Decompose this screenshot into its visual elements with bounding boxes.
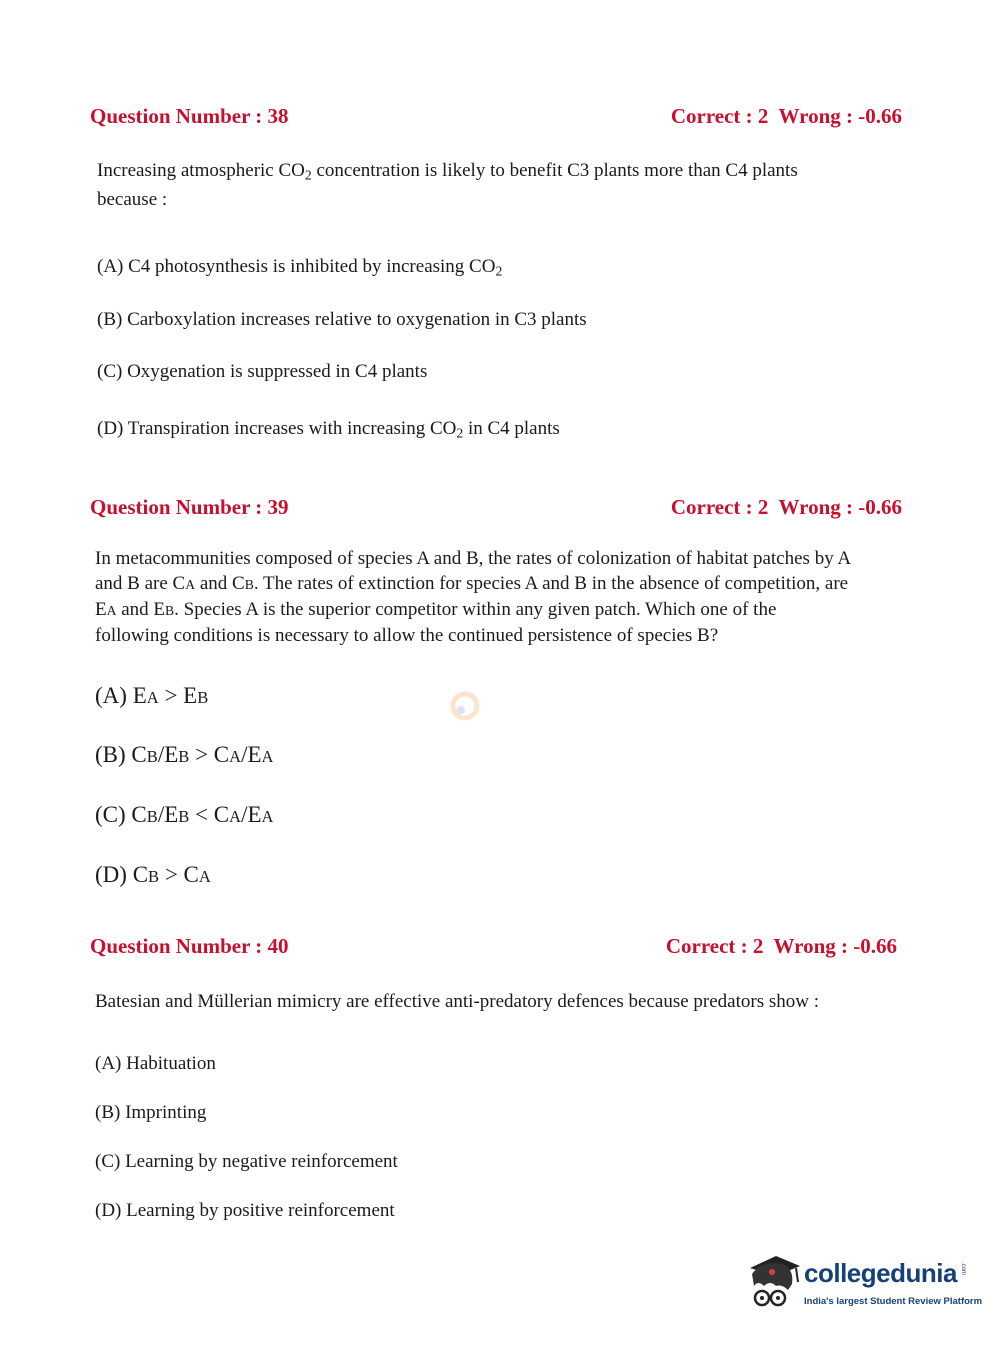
question-38-stem: Increasing atmospheric $CO_2$ concentration is likely to benefit C3 plants more than C4 plants because : [97,160,798,211]
option-c[interactable]: (C) Oxygenation is suppressed in C4 plants [97,361,428,382]
marking-scheme: Correct : 2 Wrong : -0.66 [670,104,902,128]
option-c[interactable]: (C) CB/EB < CA/EA [95,802,274,827]
marking-scheme: Correct : 2 Wrong : -0.66 [665,934,897,958]
question-number: Question Number : 38 [90,104,289,128]
option-b[interactable]: (B) CB/EB > CA/EA [95,742,274,767]
option-d[interactable]: (D) Transpiration increases with increasing $CO_2$ in C4 plants [97,418,560,441]
marking-scheme: Correct : 2 Wrong : -0.66 [670,495,902,519]
option-a[interactable]: (A) Habituation [95,1053,216,1074]
watermark-icon [447,688,487,728]
question-number: Question Number : 39 [90,495,289,519]
question-39-stem: In metacommunities composed of species A and B, the rates of colonization of habitat patches by A and B are CA and CB. The rates of extinction for species A and B in the absence of competition, are EA and EB. Species A is the superior competitor within any given patch. Which one of the following conditions is necessary to allow the continued persistence of species B? [95,548,852,646]
question-40-header [90,934,897,964]
option-c[interactable]: (C) Learning by negative reinforcement [95,1151,398,1172]
option-d[interactable]: (D) Learning by positive reinforcement [95,1200,395,1221]
option-d[interactable]: (D) CB > CA [95,862,211,887]
question-39-header [90,495,902,525]
option-a[interactable]: (A) C4 photosynthesis is inhibited by increasing $CO_2$ [97,256,503,279]
question-number: Question Number : 40 [90,934,289,958]
logo-tagline: India's largest Student Review Platform [804,1296,983,1307]
logo-wordmark: collegedunia [804,1258,957,1288]
mascot-icon [742,1250,804,1320]
option-b[interactable]: (B) Carboxylation increases relative to oxygenation in C3 plants [97,309,587,330]
option-a[interactable]: (A) EA > EB [95,683,209,708]
option-b[interactable]: (B) Imprinting [95,1102,207,1123]
collegedunia-logo [742,1250,983,1320]
question-40-stem: Batesian and Müllerian mimicry are effective anti-predatory defences because predators show : [95,991,819,1012]
logo-com: .com [960,1262,966,1276]
question-38-header [90,104,902,134]
